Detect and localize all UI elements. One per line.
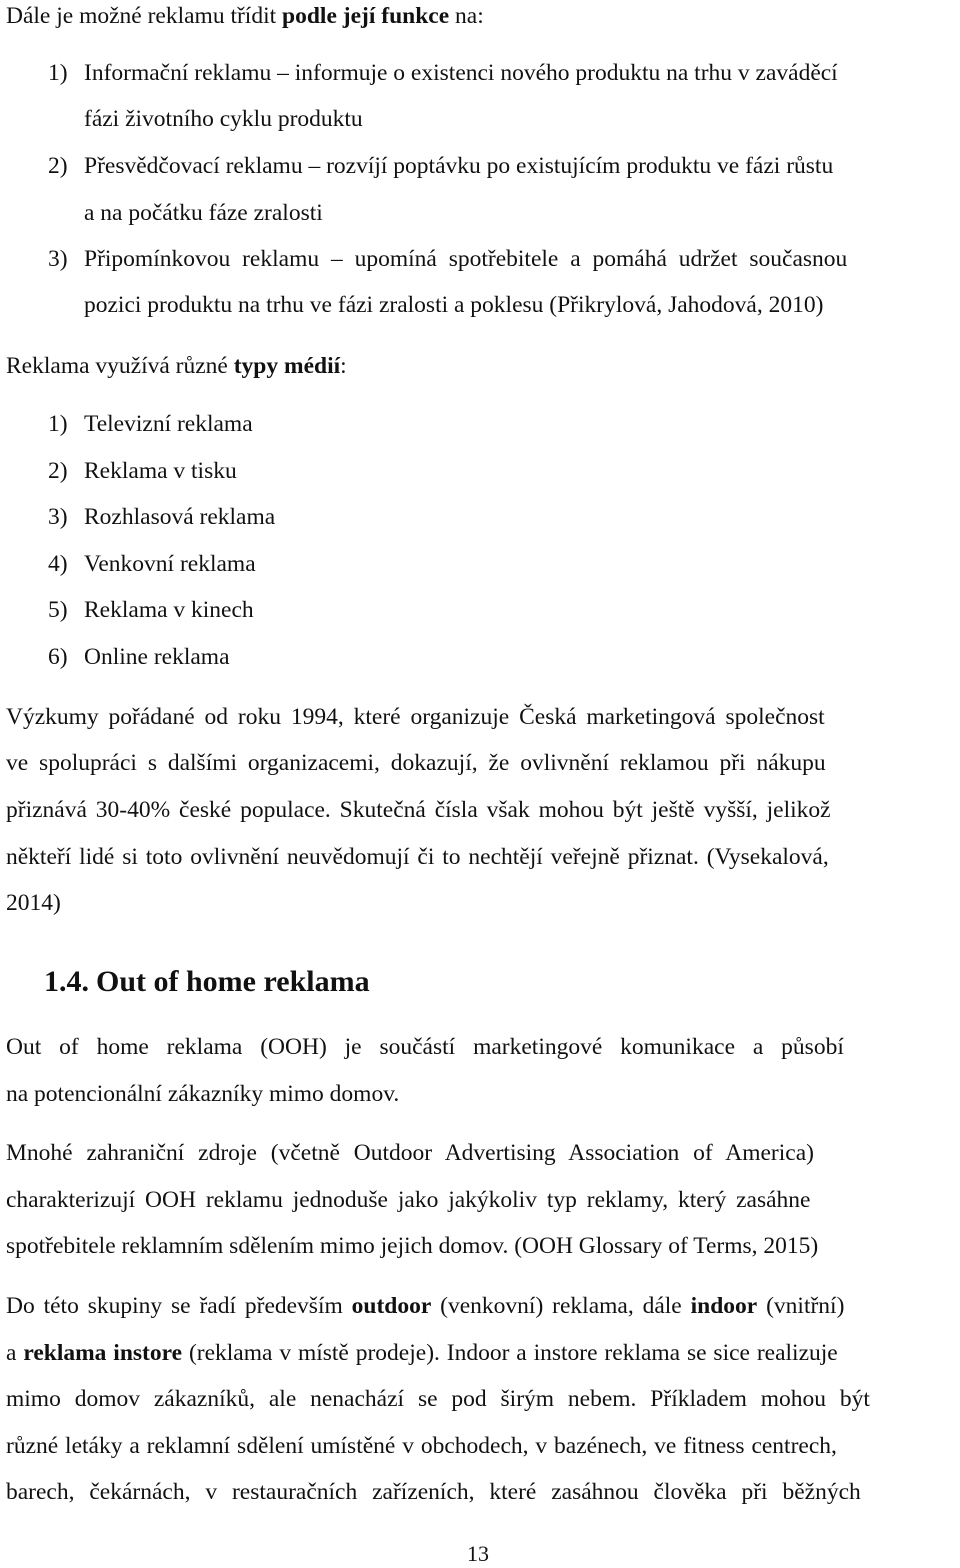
- group-text: a: [6, 1340, 24, 1366]
- group-bold-outdoor: outdoor: [351, 1293, 432, 1319]
- function-list-item-number: 1): [48, 60, 68, 86]
- group-bold-indoor: indoor: [690, 1293, 758, 1319]
- research-paragraph-line: 2014): [6, 890, 61, 916]
- group-text: (vnitřní): [757, 1293, 845, 1319]
- media-list-number: 1): [48, 411, 68, 437]
- research-paragraph-line: ve spolupráci s dalšími organizacemi, dokazují, že ovlivnění reklamou při nákupu: [6, 750, 826, 776]
- media-list-number: 4): [48, 551, 68, 577]
- function-list-item-text: Přesvědčovací reklamu – rozvíjí poptávku po existujícím produktu ve fázi růstu: [84, 153, 834, 179]
- media-list-number: 3): [48, 504, 68, 530]
- intro-line: [6, 2, 484, 30]
- intro-text: Dále je možné reklamu třídit: [6, 3, 283, 29]
- media-intro-text-end: :: [340, 353, 347, 379]
- media-list-item: Televizní reklama: [84, 411, 253, 437]
- media-list-item: Rozhlasová reklama: [84, 504, 276, 530]
- foreign-paragraph-line: charakterizují OOH reklamu jednoduše jako jakýkoliv typ reklamy, který zasáhne: [6, 1187, 811, 1213]
- group-text: (reklama v místě prodeje). Indoor a instore reklama se sice realizuje: [182, 1340, 838, 1366]
- section-number: 1.4.: [44, 965, 89, 998]
- ooh-paragraph-line: na potencionální zákazníky mimo domov.: [6, 1081, 400, 1107]
- function-list-item-number: 2): [48, 153, 68, 179]
- media-list-number: 5): [48, 597, 68, 623]
- group-bold-instore: reklama instore: [23, 1340, 183, 1366]
- media-list-item: Reklama v kinech: [84, 597, 254, 623]
- function-list-item-text: Informační reklamu – informuje o existenci nového produktu na trhu v zaváděcí: [84, 60, 838, 86]
- function-list-item-text: Připomínkovou reklamu – upomíná spotřebitele a pomáhá udržet současnou: [84, 246, 848, 272]
- research-paragraph-line: Výzkumy pořádané od roku 1994, které organizuje Česká marketingová společnost: [6, 704, 825, 730]
- foreign-paragraph-line: Mnohé zahraniční zdroje (včetně Outdoor Advertising Association of America): [6, 1140, 814, 1166]
- group-paragraph-line: mimo domov zákazníků, ale nenachází se pod širým nebem. Příkladem mohou být: [6, 1386, 870, 1412]
- function-list-item-text-cont: pozici produktu na trhu ve fázi zralosti a poklesu (Přikrylová, Jahodová, 2010): [84, 292, 824, 318]
- media-intro-bold-text: typy médií: [233, 353, 341, 379]
- function-list-item-text-cont: fázi životního cyklu produktu: [84, 106, 363, 132]
- media-list-number: 2): [48, 458, 68, 484]
- ooh-paragraph-line: Out of home reklama (OOH) je součástí marketingové komunikace a působí: [6, 1034, 844, 1060]
- group-paragraph-line: [6, 1292, 844, 1320]
- group-paragraph-line: barech, čekárnách, v restauračních zařízeních, které zasáhnou člověka při běžných: [6, 1479, 861, 1505]
- intro-bold-text: podle její funkce: [282, 3, 450, 29]
- group-text: (venkovní) reklama, dále: [431, 1293, 691, 1319]
- group-paragraph-line: různé letáky a reklamní sdělení umístěné v obchodech, v bazénech, ve fitness centrech,: [6, 1433, 837, 1459]
- group-text: Do této skupiny se řadí především: [6, 1293, 352, 1319]
- section-title: Out of home reklama: [96, 965, 370, 998]
- media-list-item: Reklama v tisku: [84, 458, 237, 484]
- function-list-item-number: 3): [48, 246, 68, 272]
- media-list-item: Online reklama: [84, 644, 230, 670]
- research-paragraph-line: přiznává 30-40% české populace. Skutečná čísla však mohou být ještě vyšší, jelikož: [6, 797, 831, 823]
- media-list-item: Venkovní reklama: [84, 551, 256, 577]
- media-list-number: 6): [48, 644, 68, 670]
- media-intro-text: Reklama využívá různé: [6, 353, 234, 379]
- foreign-paragraph-line: spotřebitele reklamním sdělením mimo jejich domov. (OOH Glossary of Terms, 2015): [6, 1233, 819, 1259]
- page-number: 13: [467, 1541, 489, 1566]
- intro-text-end: na:: [449, 3, 484, 29]
- function-list-item-text-cont: a na počátku fáze zralosti: [84, 200, 323, 226]
- media-intro-line: [6, 352, 347, 380]
- group-paragraph-line: [6, 1339, 838, 1367]
- research-paragraph-line: někteří lidé si toto ovlivnění neuvědomují či to nechtějí veřejně přiznat. (Vysekalová,: [6, 844, 829, 870]
